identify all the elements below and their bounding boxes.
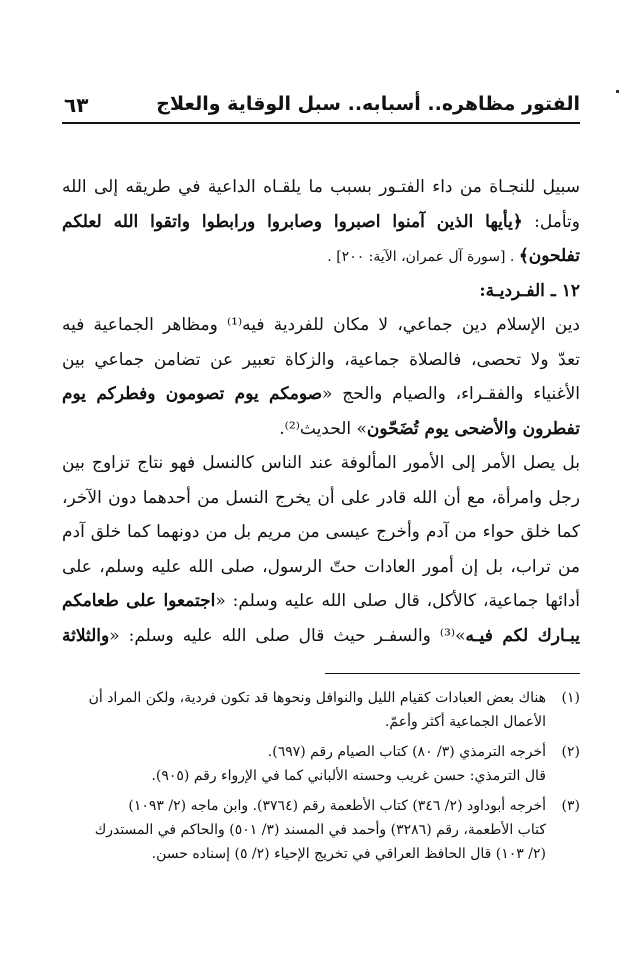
- footnote-1-continuation: الأعمال الجماعية أكثر وأعمّ.: [384, 714, 546, 730]
- text-line: وتأمل: ﴿يأيها الذين آمنوا اصبروا وصابروا ورابطوا واتقوا الله لعلكم: [62, 211, 580, 232]
- hadith-text: اجتمعوا على طعامكم: [62, 591, 216, 611]
- hadith-text: صومكم يوم تصومون وفطركم يوم: [62, 384, 323, 404]
- footnote-3-continuation: كتاب الأطعمة، رقم (٣٢٨٦) وأحمد في المسند (٣/ ٥٠١) والحاكم في المستدرك: [94, 822, 546, 838]
- text-line: تعدّ ولا تحصى، فالصلاة جماعية، والزكاة تعبير عن تضامن جماعي بين: [62, 349, 580, 370]
- hadith-text: والثلاثة: [62, 625, 110, 646]
- text-line: يبـارك لكم فيـه»⁽³⁾ والسفـر حيث قال صلى الله عليه وسلم: «والثلاثة: [62, 625, 580, 646]
- text-line: سبيل للنجـاة من داء الفتـور بسبب ما يلقـاه الداعية في طريقه إلى الله: [62, 177, 580, 197]
- text-line: أدائها جماعية، كالأكل، قال صلى الله عليه وسلم: «اجتمعوا على طعامكم: [62, 591, 580, 611]
- footnote-2: (٢)أخرجه الترمذي (٣/ ٨٠) كتاب الصيام رقم (٦٩٧).: [62, 740, 580, 764]
- header-title: الفتور مظاهره.. أسبابه.. سبل الوقاية والعلاج: [156, 93, 580, 115]
- footnote-3: (٣)أخرجه أبوداود (٢/ ٣٤٦) كتاب الأطعمة رقم (٣٧٦٤). وابن ماجه (٢/ ١٠٩٣): [62, 794, 580, 818]
- text-line: دين الإسلام دين جماعي، لا مكان للفردية فيه⁽¹⁾ ومظاهر الجماعية فيه: [62, 315, 580, 335]
- text-line: بل يصل الأمر إلى الأمور المألوفة عند الناس كالنسل فهو نتاج تزاوج بين: [62, 453, 580, 473]
- footnote-1: (١)هناك بعض العبادات كقيام الليل والنوافل ونحوها قد تكون فردية، ولكن المراد أن: [62, 686, 580, 710]
- main-text: [62, 170, 580, 653]
- quran-verse: ﴿يأيها الذين آمنوا اصبروا وصابروا ورابطوا واتقوا الله لعلكم: [62, 211, 523, 232]
- footnote-2-continuation: قال الترمذي: حسن غريب وحسنه الألباني كما في الإرواء رقم (٩٠٥).: [151, 768, 546, 784]
- running-header: [62, 90, 580, 124]
- verse-reference: . [سورة آل عمران، الآية: ٢٠٠] .: [327, 249, 519, 265]
- text-line: رجل وامرأة، مع أن الله قادر على أن يخرج النسل من أحدهما دون الآخر،: [62, 487, 580, 508]
- footnote-divider: [325, 673, 580, 674]
- text-line: [62, 239, 580, 274]
- text-line: تفطرون والأضحى يوم تُضَحّون» الحديث⁽²⁾.: [279, 418, 580, 439]
- hadith-text-end: يبـارك لكم فيـه: [465, 625, 580, 646]
- text-line: من تراب، بل إن أمور العادات حتّ الرسول، صلى الله عليه وسلم، على: [62, 556, 580, 577]
- scan-mark: [616, 90, 619, 93]
- footnote-number: (٣): [561, 798, 580, 814]
- footnote-number: (٢): [561, 744, 580, 760]
- page-number: ٦٣: [64, 93, 89, 117]
- text-line: كما خلق حواء من آدم وأخرج عيسى من مريم بل من دونهما كما خلق آدم: [62, 522, 580, 542]
- quran-verse-end: تفلحون﴾: [518, 246, 580, 266]
- footnote-number: (١): [561, 690, 580, 706]
- footnote-3-continuation: (٢/ ١٠٣) قال الحافظ العراقي في تخريج الإحياء (٢/ ٥) إسناده حسن.: [151, 846, 546, 862]
- hadith-text-end: تفطرون والأضحى يوم تُضَحّون: [366, 418, 580, 439]
- text-line: الأغنياء والفقـراء، والصيام والحج «صومكم يوم تصومون وفطركم يوم: [62, 384, 580, 404]
- section-heading: ١٢ ـ الفـرديـة:: [479, 280, 580, 301]
- footnotes: [62, 686, 580, 866]
